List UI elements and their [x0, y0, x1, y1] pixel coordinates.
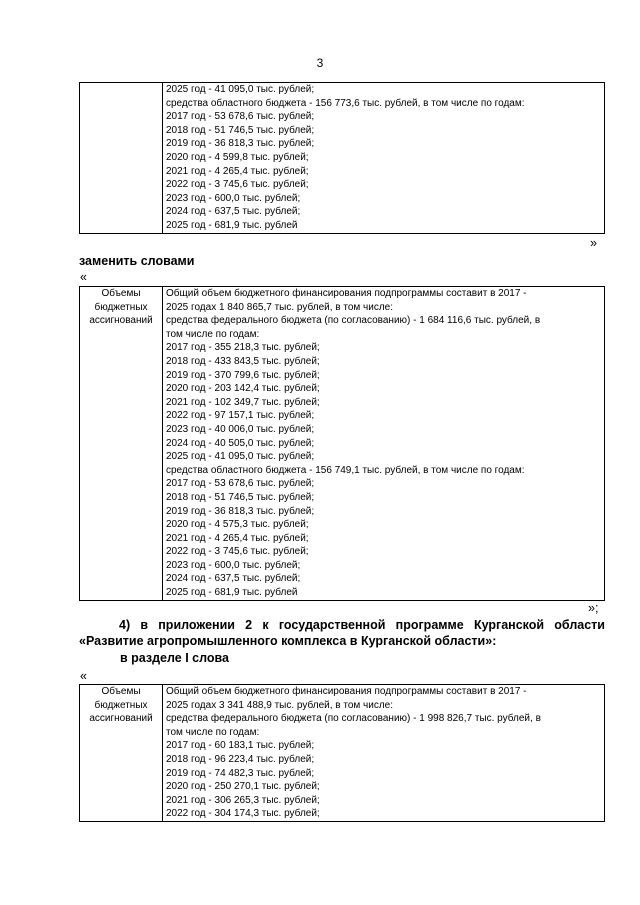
table-line: 2022 год - 3 745,6 тыс. рублей; — [166, 546, 309, 558]
table-line: 2021 год - 306 265,3 тыс. рублей; — [166, 794, 320, 806]
table-line: том числе по годам: — [166, 328, 260, 340]
table-line: 2021 год - 102 349,7 тыс. рублей; — [166, 396, 320, 408]
table-line: 2019 год - 36 818,3 тыс. рублей; — [166, 505, 315, 517]
table-line: 2017 год - 60 183,1 тыс. рублей; — [166, 740, 315, 752]
table-line: 2018 год - 51 746,5 тыс. рублей; — [166, 491, 315, 503]
table-line: 2020 год - 4 599,8 тыс. рублей; — [166, 151, 309, 163]
budget-table-replacement — [79, 286, 605, 601]
table-line: 2023 год - 40 006,0 тыс. рублей; — [166, 423, 315, 435]
table-line: 2024 год - 637,5 тыс. рублей; — [166, 573, 301, 585]
table-line: 2019 год - 370 799,6 тыс. рублей; — [166, 369, 320, 381]
table-line: 2021 год - 4 265,4 тыс. рублей; — [166, 165, 309, 177]
table-line: средства областного бюджета - 156 749,1 тыс. рублей, в том числе по годам: — [166, 464, 525, 476]
budget-table-appendix-2 — [79, 684, 605, 822]
table-line: 2022 год - 304 174,3 тыс. рублей; — [166, 808, 320, 820]
section-words: в разделе I слова — [120, 651, 229, 665]
table-line: 2019 год - 36 818,3 тыс. рублей; — [166, 138, 315, 150]
closing-quote-semicolon: »; — [588, 601, 599, 615]
item-4-paragraph — [79, 617, 605, 649]
content-cell — [163, 287, 605, 601]
item-4-line-2: «Развитие агропромышленного комплекса в Курганской области»: — [79, 634, 497, 648]
table-line: Общий объем бюджетного финансирования подпрограммы составит в 2017 - — [166, 686, 527, 697]
table-line: 2025 год - 681,9 тыс. рублей — [166, 587, 298, 599]
opening-quote: « — [80, 669, 87, 683]
table-line: средства областного бюджета - 156 773,6 тыс. рублей, в том числе по годам: — [166, 97, 525, 109]
table-line: 2018 год - 433 843,5 тыс. рублей; — [166, 355, 320, 367]
table-line: средства федерального бюджета (по согласованию) - 1 998 826,7 тыс. рублей, в — [166, 713, 541, 725]
table-line: 2021 год - 4 265,4 тыс. рублей; — [166, 532, 309, 544]
opening-quote: « — [80, 270, 87, 284]
table-line: 2025 год - 41 095,0 тыс. рублей; — [166, 84, 315, 95]
table-line: 2022 год - 97 157,1 тыс. рублей; — [166, 410, 315, 422]
table-line: 2023 год - 600,0 тыс. рублей; — [166, 559, 301, 571]
table-line: 2020 год - 250 270,1 тыс. рублей; — [166, 781, 320, 793]
table-line: 2025 годах 3 341 488,9 тыс. рублей, в том числе: — [166, 699, 394, 711]
table-line: 2024 год - 40 505,0 тыс. рублей; — [166, 437, 315, 449]
content-cell — [163, 83, 605, 234]
table-line: 2025 год - 681,9 тыс. рублей — [166, 219, 298, 231]
label-cell — [80, 287, 163, 601]
table-line: 2025 год - 41 095,0 тыс. рублей; — [166, 451, 315, 463]
table-line: 2020 год - 4 575,3 тыс. рублей; — [166, 519, 309, 531]
table-line: 2024 год - 637,5 тыс. рублей; — [166, 206, 301, 218]
label-line: ассигнований — [89, 315, 153, 327]
label-cell-empty — [80, 83, 163, 234]
table-line: средства федерального бюджета (по согласованию) - 1 684 116,6 тыс. рублей, в — [166, 315, 541, 327]
page-number: 3 — [316, 56, 324, 70]
table-line: том числе по годам: — [166, 726, 260, 738]
table-line: 2022 год - 3 745,6 тыс. рублей; — [166, 179, 309, 191]
label-line: Объемы — [101, 288, 141, 299]
table-line: 2025 годах 1 840 865,7 тыс. рублей, в том числе: — [166, 301, 394, 313]
content-cell — [163, 685, 605, 822]
label-line: бюджетных — [94, 301, 148, 313]
table-line: 2017 год - 53 678,6 тыс. рублей; — [166, 478, 315, 490]
item-4-line-1: 4) в приложении 2 к государственной программе Курганской области — [119, 618, 605, 632]
table-line: 2018 год - 96 223,4 тыс. рублей; — [166, 753, 315, 765]
label-line: бюджетных — [94, 699, 148, 711]
table-line: 2017 год - 53 678,6 тыс. рублей; — [166, 111, 315, 123]
table-line: 2023 год - 600,0 тыс. рублей; — [166, 192, 301, 204]
table-line: 2018 год - 51 746,5 тыс. рублей; — [166, 124, 315, 136]
table-line: 2017 год - 355 218,3 тыс. рублей; — [166, 342, 320, 354]
label-cell — [80, 685, 163, 822]
table-line: 2019 год - 74 482,3 тыс. рублей; — [166, 767, 315, 779]
closing-quote: » — [590, 236, 597, 250]
replace-with-heading: заменить словами — [79, 254, 195, 268]
table-line: 2020 год - 203 142,4 тыс. рублей; — [166, 383, 320, 395]
label-line: ассигнований — [89, 713, 153, 725]
label-line: Объемы — [101, 686, 141, 697]
budget-table-continuation — [79, 82, 605, 234]
table-line: Общий объем бюджетного финансирования подпрограммы составит в 2017 - — [166, 288, 527, 299]
